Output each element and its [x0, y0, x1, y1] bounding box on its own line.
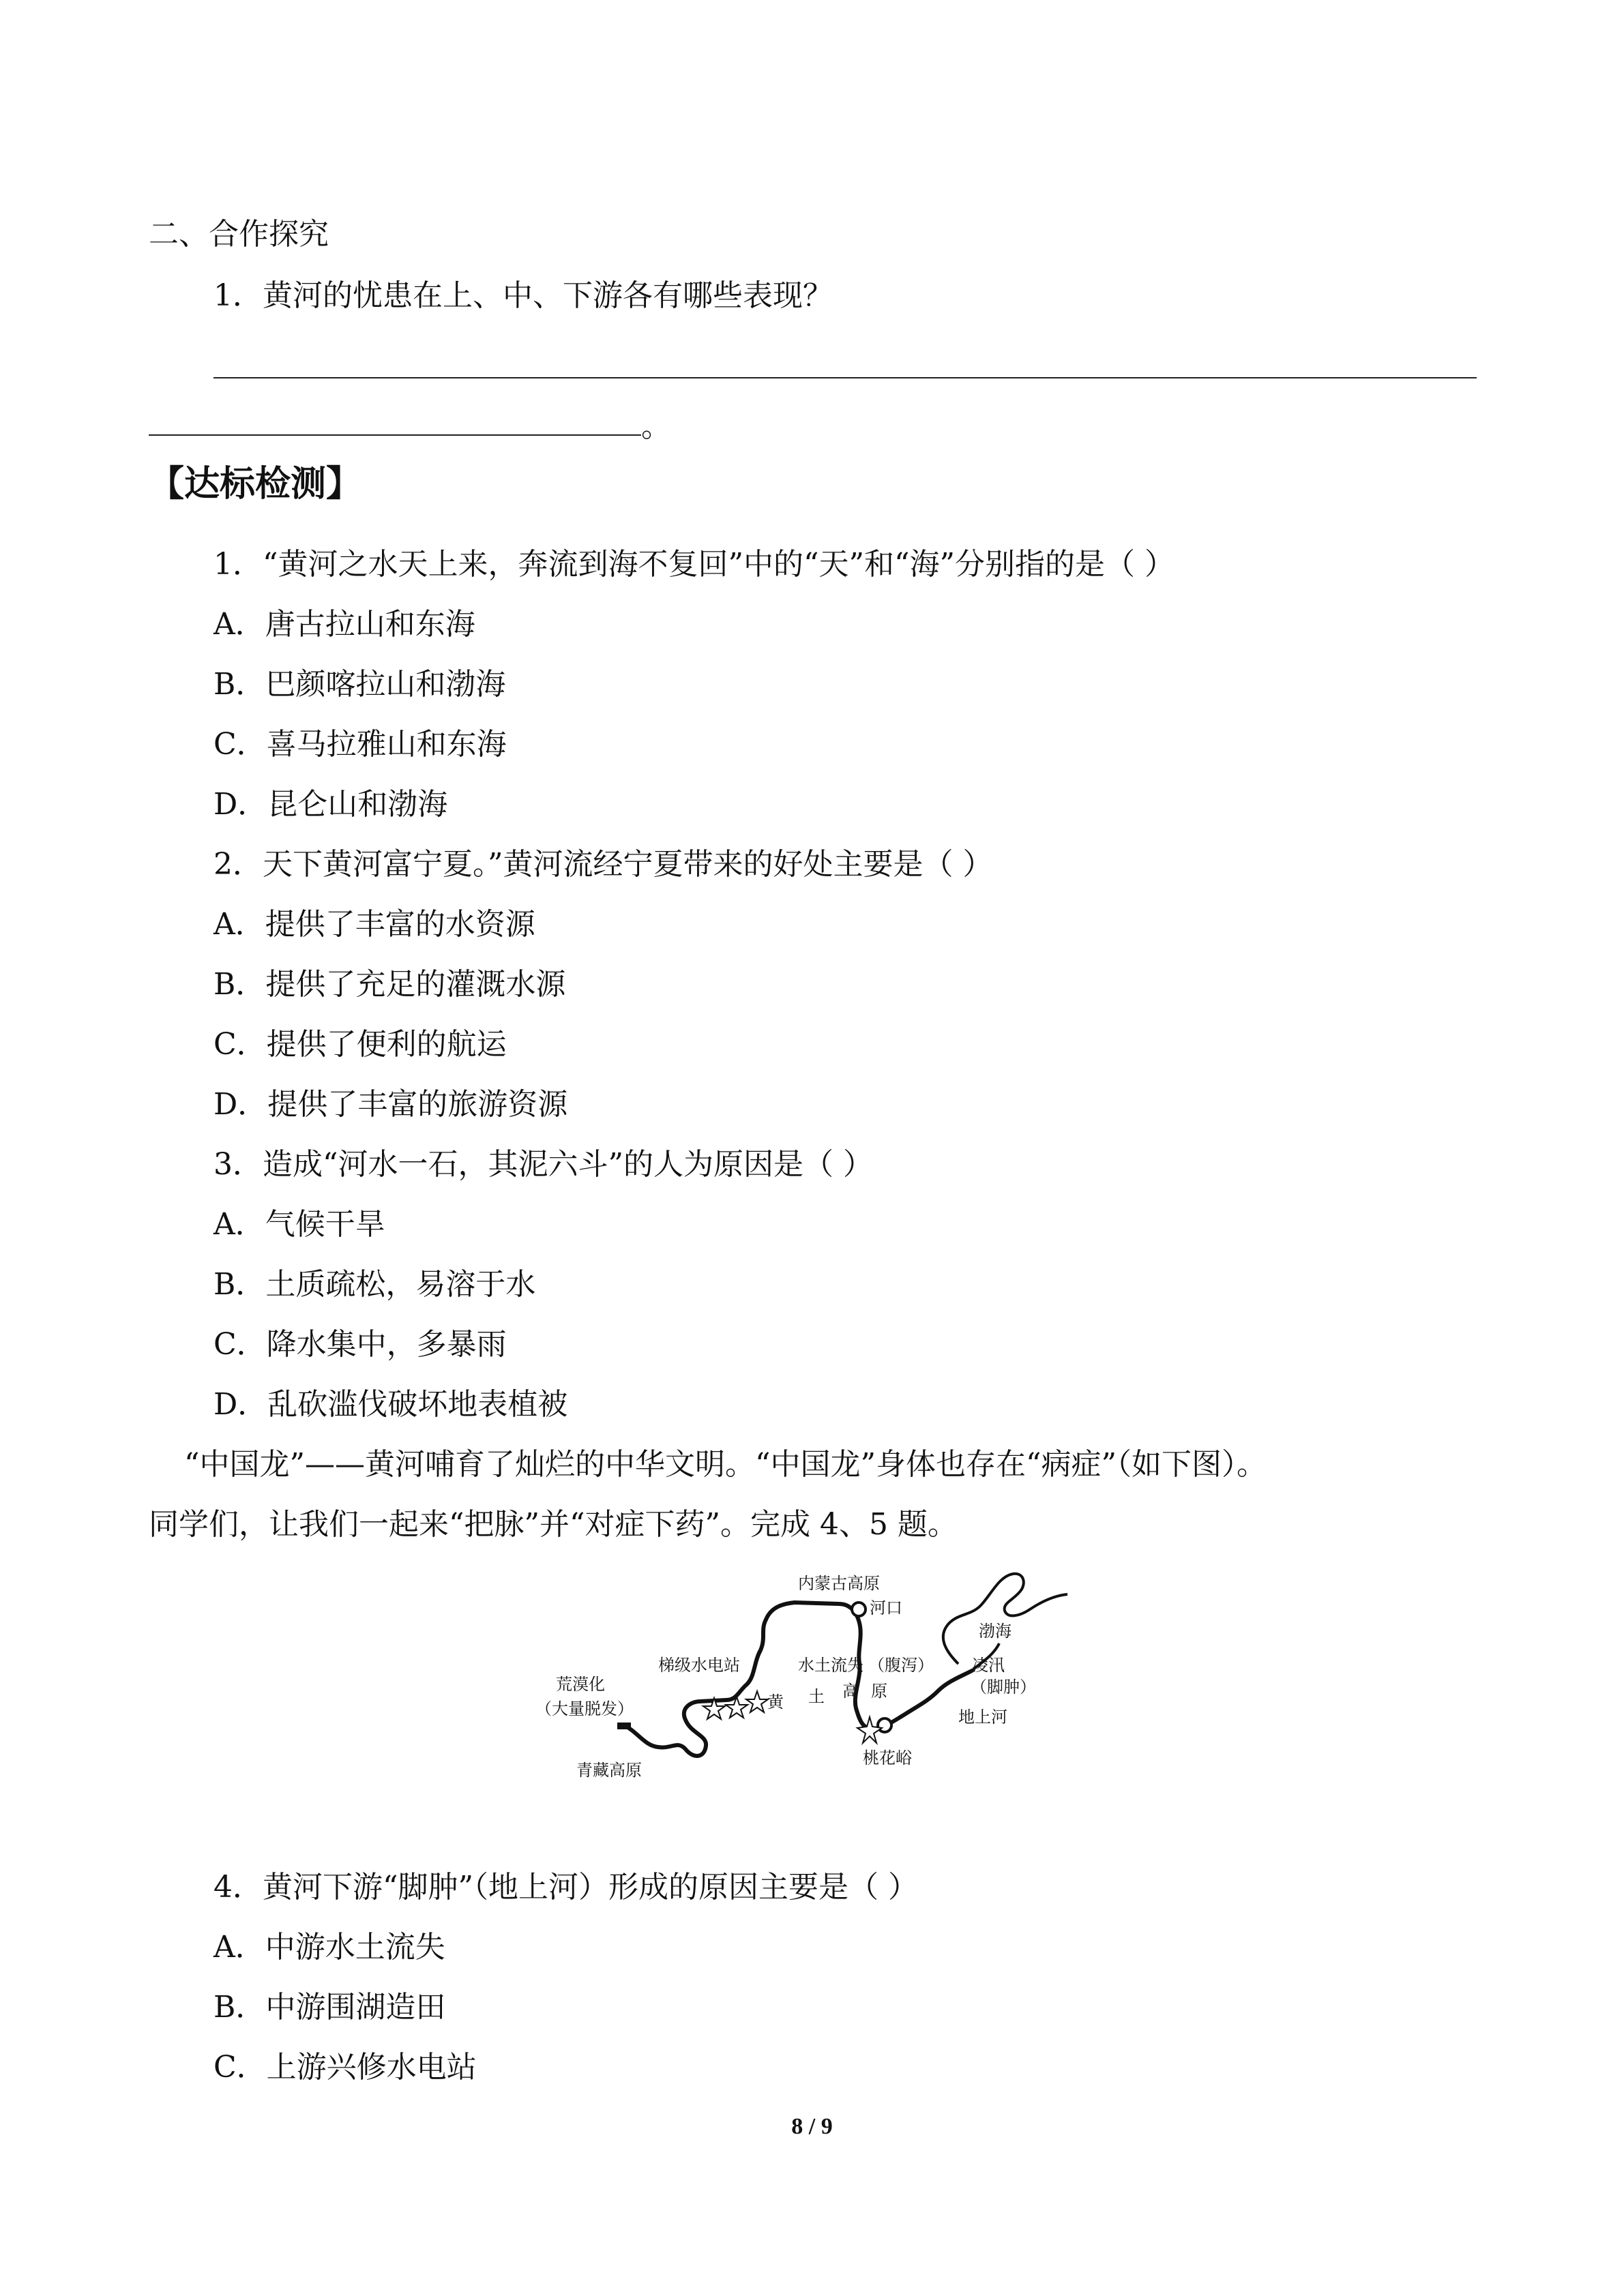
question-2-stem: 2．天下黄河富宁夏。”黄河流经宁夏带来的好处主要是（ ）	[213, 847, 993, 882]
question-3-option-b[interactable]: B．土质疏松，易溶于水	[213, 1267, 536, 1302]
question-3-option-a[interactable]: A．气候干旱	[213, 1207, 385, 1242]
section-title-cooperate: 二、合作探究	[149, 217, 329, 252]
map-label-bohai: 渤海	[979, 1622, 1012, 1641]
map-label-hekou: 河口	[870, 1598, 902, 1617]
map-label-fuxie: （腹泻）	[868, 1656, 934, 1675]
passage-line-1: “中国龙”——黄河哺育了灿烂的中华文明。“中国龙”身体也存在“病症”（如下图）。	[184, 1447, 1267, 1482]
map-label-huangmo: 荒漠化	[556, 1675, 605, 1694]
question-4-option-c[interactable]: C．上游兴修水电站	[213, 2050, 477, 2085]
yellow-river-course	[624, 1602, 972, 1756]
map-label-dishanghe: 地上河	[958, 1708, 1007, 1727]
map-label-yuan: 原	[871, 1682, 887, 1701]
question-3-option-d[interactable]: D．乱砍滥伐破坏地表植被	[213, 1387, 568, 1422]
question-1-stem: 1．“黄河之水天上来，奔流到海不复回”中的“天”和“海”分别指的是（ ）	[213, 547, 1175, 582]
dam-star-icon-3	[746, 1691, 768, 1712]
question-1-option-c[interactable]: C．喜马拉雅山和东海	[213, 727, 507, 762]
question-2-option-d[interactable]: D．提供了丰富的旅游资源	[213, 1087, 568, 1122]
map-label-shuitu: 水土流失	[798, 1656, 863, 1675]
answer-blank-line-2[interactable]	[149, 434, 641, 436]
question-1-option-d[interactable]: D．昆仑山和渤海	[213, 787, 448, 822]
question-3-option-c[interactable]: C．降水集中，多暴雨	[213, 1327, 507, 1362]
question-1-option-b[interactable]: B．巴颜喀拉山和渤海	[213, 667, 506, 702]
map-label-tiji: 梯级水电站	[658, 1656, 740, 1675]
question-4-stem: 4．黄河下游“脚肿”（地上河）形成的原因主要是（ ）	[213, 1870, 918, 1905]
map-label-lingxun: 凌汛	[972, 1656, 1005, 1675]
question-1-cooperate: 1．黄河的忧患在上、中、下游各有哪些表现？	[213, 278, 833, 313]
question-2-option-b[interactable]: B．提供了充足的灌溉水源	[213, 967, 566, 1002]
question-2-option-c[interactable]: C．提供了便利的航运	[213, 1027, 507, 1062]
map-label-tu: 土	[808, 1687, 825, 1706]
map-label-jiaozhong: （脚肿）	[971, 1678, 1036, 1697]
question-3-stem: 3．造成“河水一石，其泥六斗”的人为原因是（ ）	[213, 1147, 873, 1182]
hekou-marker	[852, 1602, 866, 1616]
question-2-option-a[interactable]: A．提供了丰富的水资源	[213, 907, 535, 942]
question-4-option-b[interactable]: B．中游围湖造田	[213, 1990, 446, 2025]
map-label-huang: 黄	[767, 1693, 784, 1712]
map-label-neimenggu: 内蒙古高原	[798, 1574, 880, 1593]
answer-end-mark: 。	[641, 409, 671, 444]
question-1-option-a[interactable]: A．唐古拉山和东海	[213, 607, 475, 642]
map-label-taohuayu: 桃花峪	[863, 1748, 912, 1768]
answer-blank-line-1[interactable]	[213, 377, 1477, 378]
section-title-test: 【达标检测】	[149, 464, 362, 505]
yellow-river-map	[522, 1562, 1163, 1807]
map-label-gao: 高	[842, 1682, 859, 1701]
passage-line-2: 同学们，让我们一起来“把脉”并“对症下药”。完成 4、5 题。	[149, 1507, 958, 1542]
map-label-daliang: （大量脱发）	[535, 1699, 634, 1718]
map-label-qingzang: 青藏高原	[576, 1761, 642, 1780]
page-number: 8 / 9	[791, 2114, 833, 2139]
question-4-option-a[interactable]: A．中游水土流失	[213, 1930, 445, 1965]
desert-marker	[617, 1723, 631, 1729]
